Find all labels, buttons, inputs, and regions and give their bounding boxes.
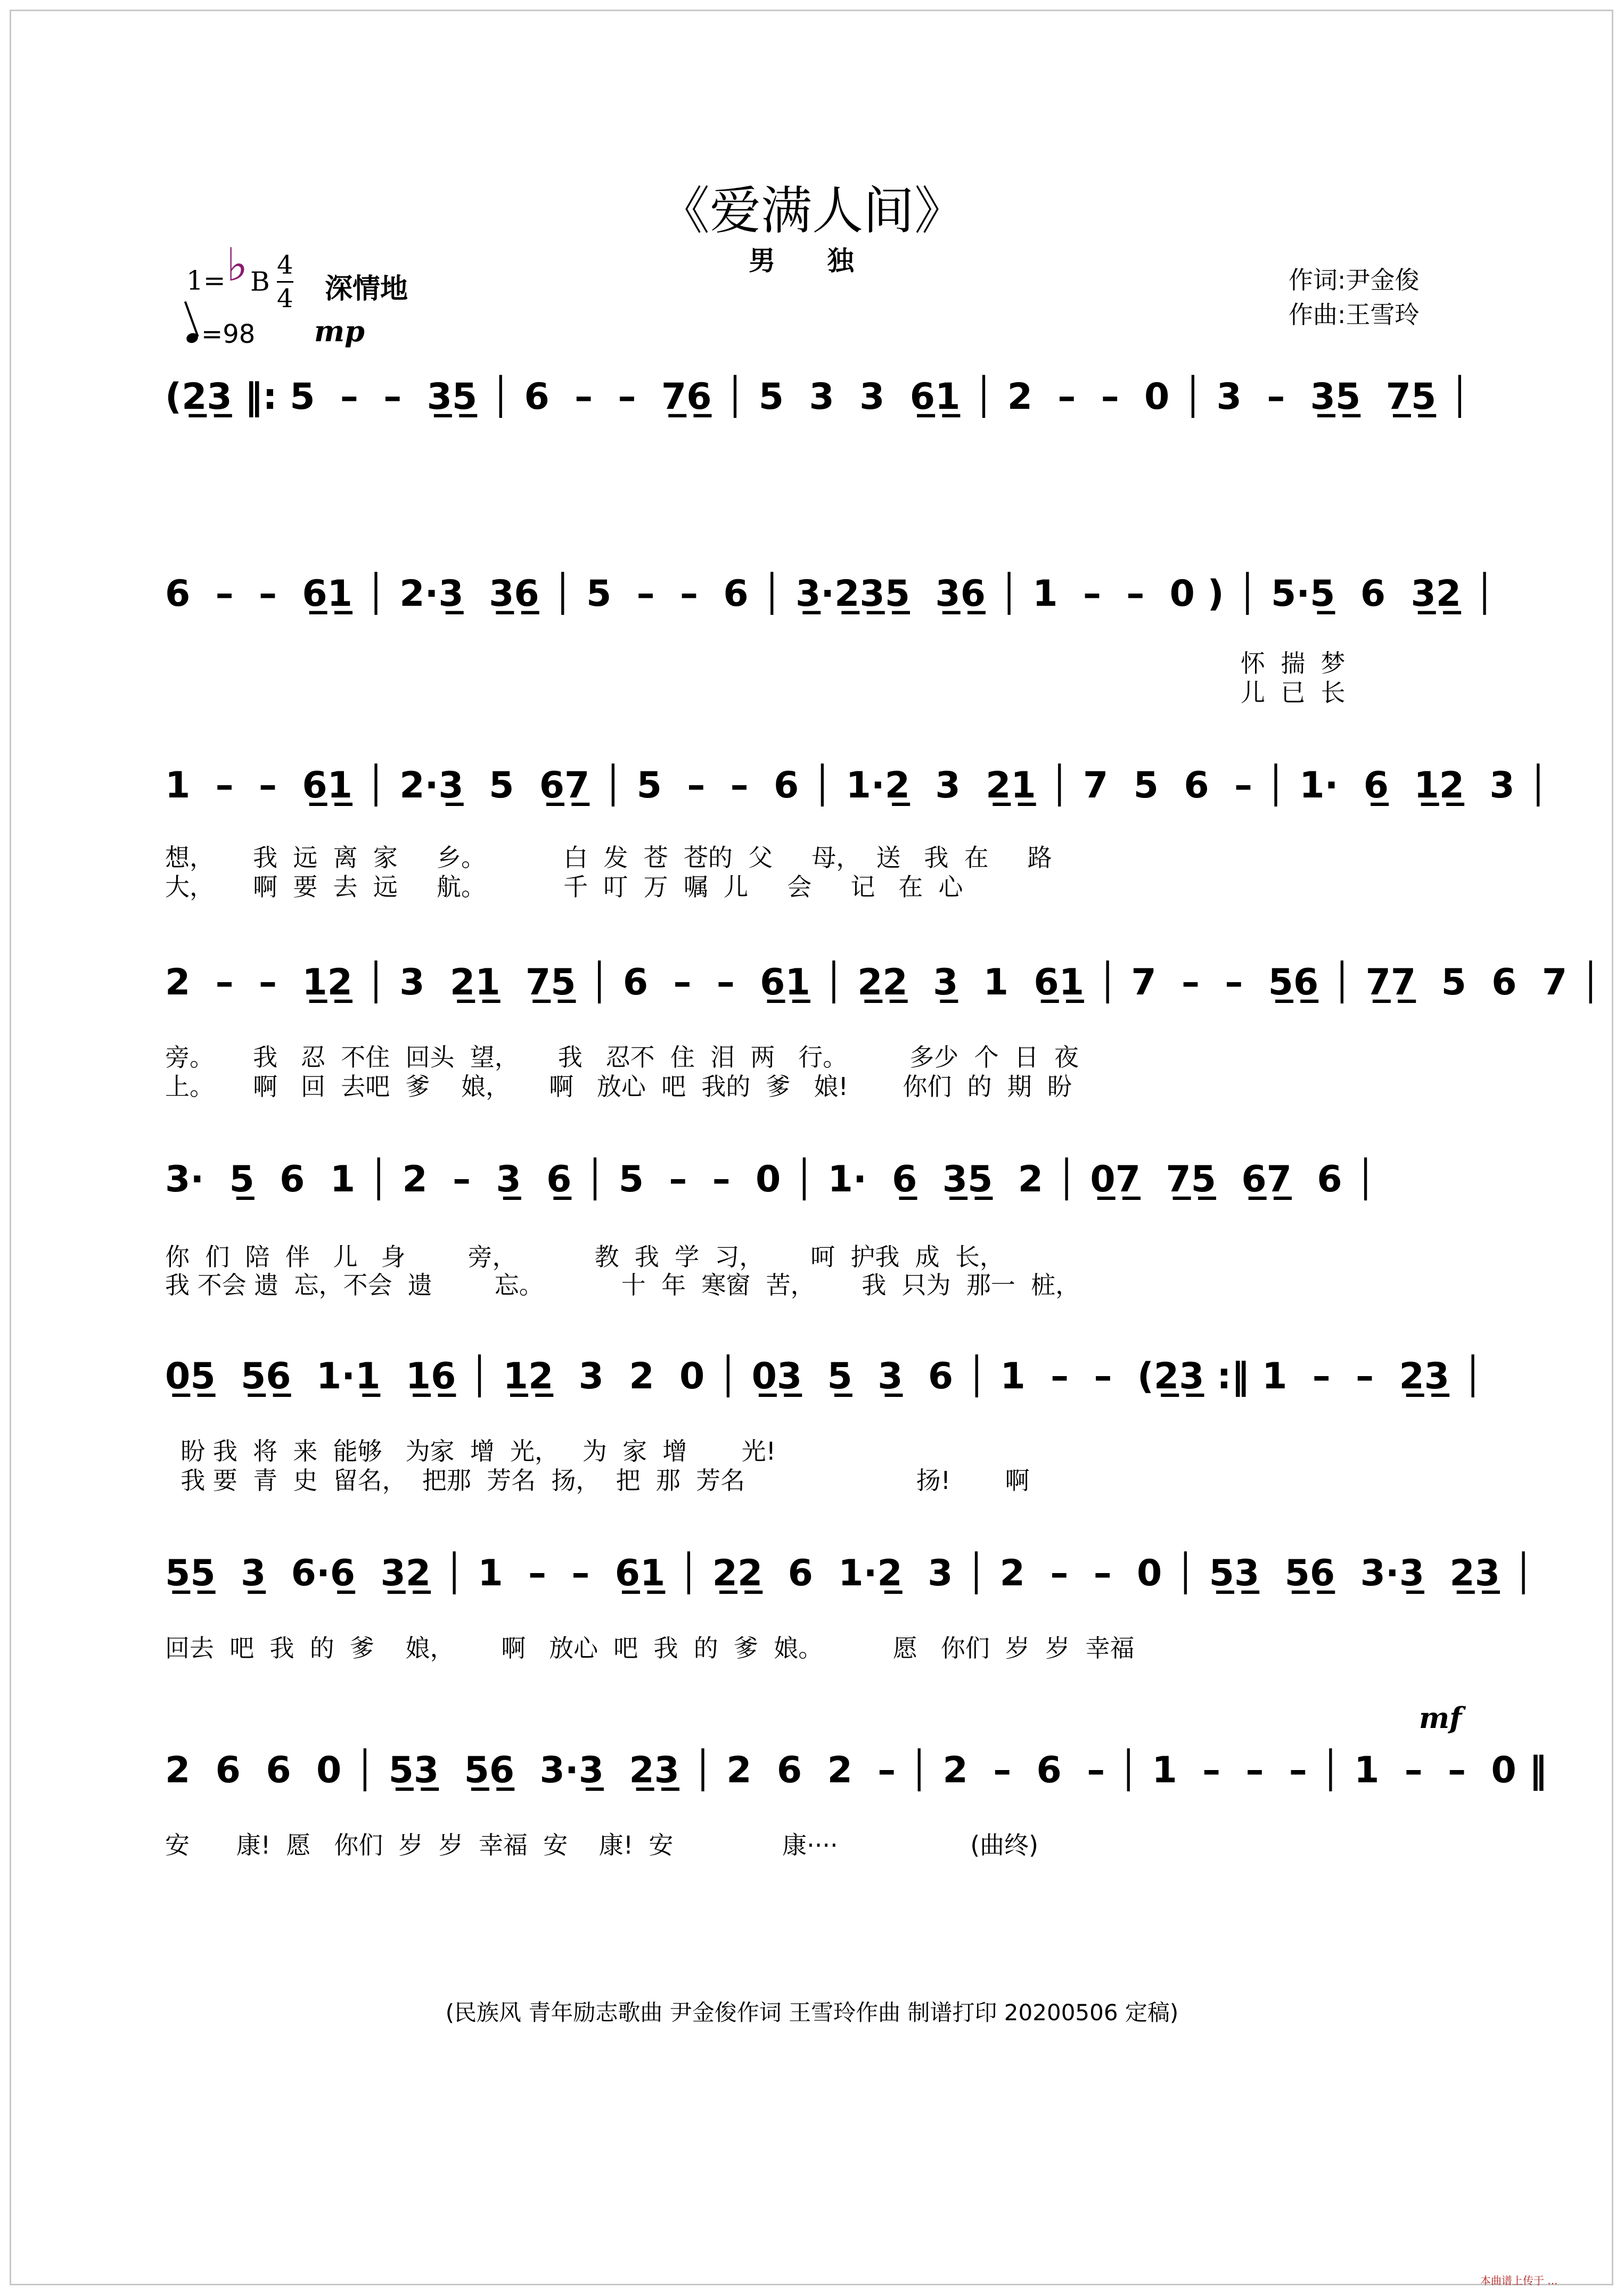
voice-type: 男 独	[749, 245, 875, 276]
notation-line: 6 – – 6̲1̲ │ 2·3̲ 3̲6̲ │ 5 – – 6 │ 3̲·2̲3̲5̲ 3̲6̲ │ 1 – – 0 ) │ 5·5̲ 6 3̲2̲ │	[165, 572, 1496, 615]
time-bottom: 4	[277, 281, 293, 315]
lyric-line: 我 不会 遗 忘，不会 遗 忘。 十 年 寒窗 苦， 我 只为 那一 桩，	[165, 1271, 1080, 1299]
tempo-mark	[186, 319, 255, 349]
score-row-8	[165, 1741, 1547, 1799]
notation-line: 5̲5̲ 3̲ 6·6̲ 3̲2̲ │ 1 – – 6̲1̲ │ 2̲2̲ 6 1·2̲ 3 │ 2 – – 0 │ 5̲3̲ 5̲6̲ 3·3̲ 2̲3̲ │	[165, 1552, 1535, 1594]
lyric-line: 我 要 青 史 留名， 把那 芳名 扬， 把 那 芳名 扬! 啊	[165, 1466, 1030, 1495]
source-watermark: 本曲谱上传于 ...	[1480, 2274, 1558, 2287]
dynamic-mp: mp	[314, 314, 365, 348]
lyric-line: 回去 吧 我 的 爹 娘， 啊 放心 吧 我 的 爹 娘。 愿 你们 岁 岁 幸福	[165, 1634, 1135, 1663]
notation-line: 2 6 6 0 │ 5̲3̲ 5̲6̲ 3·3̲ 2̲3̲ │ 2 6 2 – │ 2 – 6 – │ 1 – – – │ 1 – – 0 ‖	[165, 1749, 1547, 1791]
score-row-1	[165, 367, 1496, 426]
notation-line: 2 – – 1̲2̲ │ 3 2̲1̲ 7̲5̲ │ 6 – – 6̲1̲ │ 2̲2̲ 3̲ 1 6̲1̲ │ 7 – – 5̲6̲ │ 7̲7̲ 5 6 7 │	[165, 961, 1602, 1003]
time-signature	[277, 249, 293, 315]
time-top: 4	[277, 250, 293, 280]
flat-sign: ♭	[226, 238, 248, 292]
expression-mark: 深情地	[325, 273, 408, 305]
lyric-line: 你 们 陪 伴 儿 身 旁， 教 我 学 习， 呵 护我 成 长，	[165, 1242, 1004, 1271]
lyric-line: 儿 已 长	[1241, 678, 1346, 707]
lyric-line: 怀 揣 梦	[1241, 649, 1346, 678]
key-prefix: 1=	[186, 265, 226, 296]
song-title: 《爱满人间》	[659, 181, 965, 241]
tempo-value: =98	[201, 319, 256, 349]
footer-note: (民族风 青年励志歌曲 尹金俊作词 王雪玲作曲 制谱打印 20200506 定稿)	[445, 1999, 1179, 2026]
lyric-line: 安 康! 愿 你们 岁 岁 幸福 安 康! 安 康···· (曲终)	[165, 1831, 1039, 1859]
score-row-6	[165, 1347, 1496, 1405]
dynamic-mf: mf	[1419, 1701, 1462, 1735]
lyricist: 作词:尹金俊	[1289, 266, 1420, 294]
notation-line: (2̲3̲ ‖: 5 – – 3̲5̲ │ 6 – – 7̲6̲ │ 5 3 3 6̲1̲ │ 2 – – 0 │ 3 – 3̲5̲ 7̲5̲ │	[165, 375, 1471, 418]
lyric-line: 上。 啊 回 去吧 爹 娘， 啊 放心 吧 我的 爹 娘! 你们 的 期 盼	[165, 1072, 1072, 1101]
lyric-line: 旁。 我 忍 不住 回头 望， 我 忍不 住 泪 两 行。 多少 个 日 夜	[165, 1043, 1079, 1072]
lyric-line: 大， 啊 要 去 远 航。 千 叮 万 嘱 儿 会 记 在 心	[165, 873, 963, 901]
notation-line: 3· 5̲ 6 1 │ 2 – 3̲ 6̲ │ 5 – – 0 │ 1· 6̲ 3̲5̲ 2 │ 0̲7̲ 7̲5̲ 6̲7̲ 6 │	[165, 1158, 1377, 1200]
score-row-7	[165, 1544, 1535, 1602]
notation-line: 0̲5̲ 5̲6̲ 1·1̲ 1̲6̲ │ 1̲2̲ 3 2 0 │ 0̲3̲ 5̲ 3̲ 6 │ 1 – – (2̲3̲ :‖ 1 – – 2̲3̲ │	[165, 1355, 1484, 1397]
score-row-3	[165, 756, 1549, 814]
lyric-line: 想， 我 远 离 家 乡。 白 发 苍 苍的 父 母， 送 我 在 路	[165, 843, 1052, 872]
notation-line: 1 – – 6̲1̲ │ 2·3̲ 5 6̲7̲ │ 5 – – 6 │ 1·2̲ 3 2̲1̲ │ 7 5 6 – │ 1· 6̲ 1̲2̲ 3 │	[165, 764, 1549, 807]
score-page	[10, 10, 1613, 2285]
key-name: B	[250, 266, 270, 297]
quarter-note-icon	[185, 332, 200, 344]
score-row-2	[165, 564, 1496, 623]
composer: 作曲:王雪玲	[1289, 300, 1420, 329]
score-row-4	[165, 953, 1602, 1011]
score-row-5	[165, 1150, 1496, 1208]
lyric-line: 盼 我 将 来 能够 为家 增 光， 为 家 增 光!	[165, 1437, 776, 1466]
